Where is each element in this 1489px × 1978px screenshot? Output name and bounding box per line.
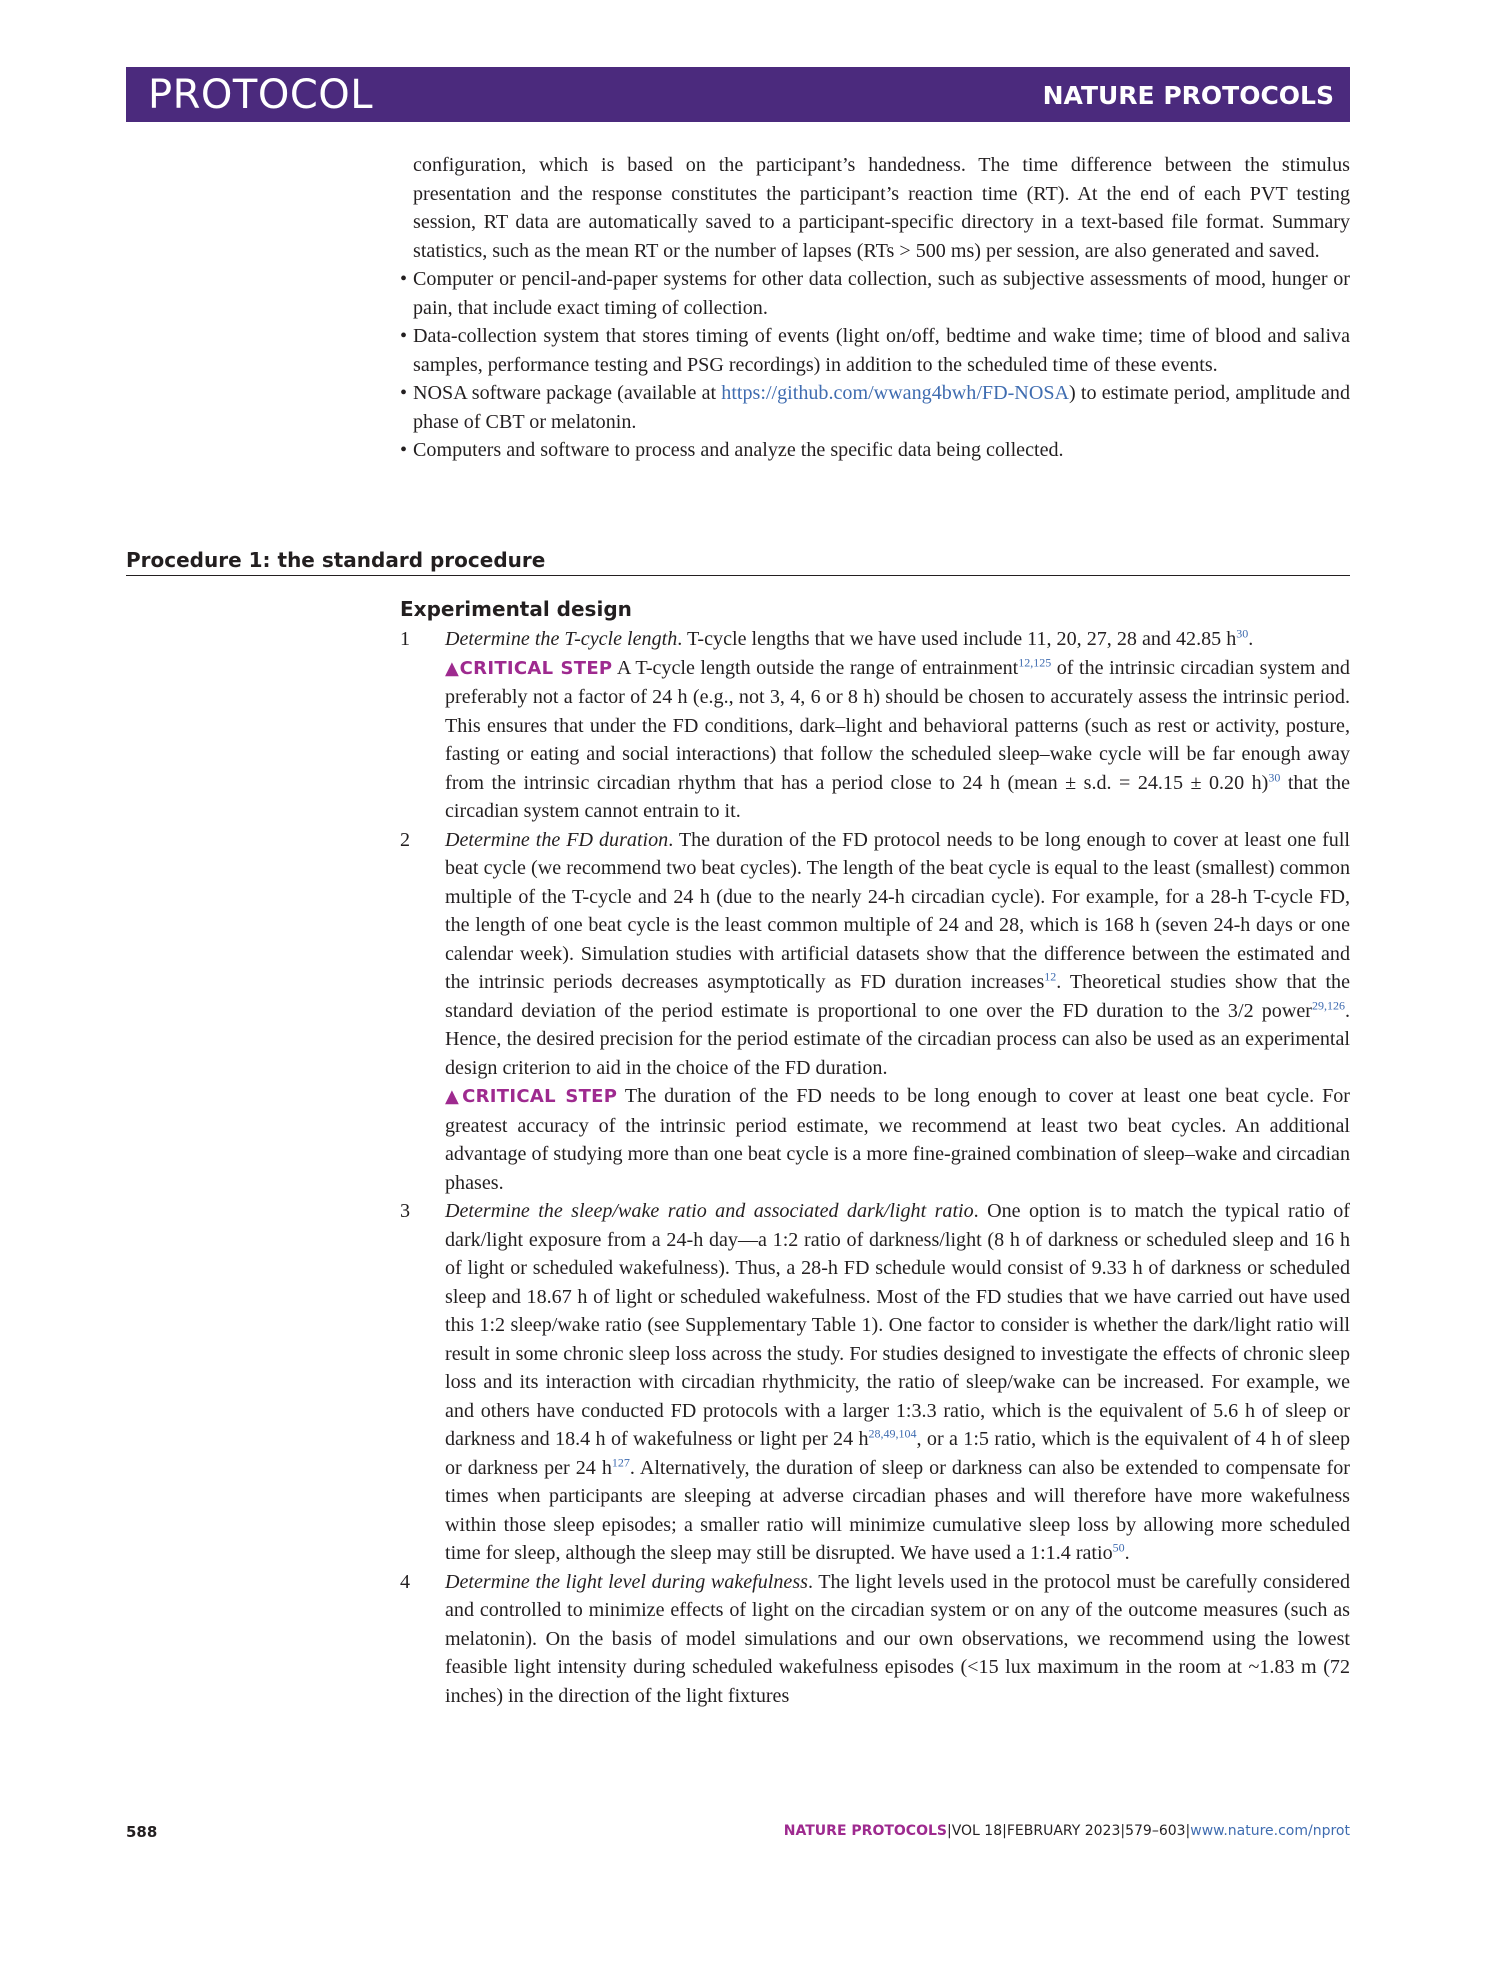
equipment-list <box>400 265 1350 465</box>
critical-step-label: ▲CRITICAL STEP <box>445 657 613 679</box>
step-title: Determine the sleep/wake ratio and associated dark/light ratio <box>445 1200 974 1222</box>
step-number: 4 <box>400 1570 411 1593</box>
step-4: 4 Determine the light level during wakefulness. The light levels used in the protocol must be carefully considered and controlled to minimize effects of light on the circadian system or on any of the outcome measures (such as melatonin). On the basis of model simulations and our own observations, we recommend using the lowest feasible light intensity during scheduled wakefulness episodes (<15 lux maximum in the room at ~1.83 m (72 inches) in the direction of the light fixtures <box>400 1568 1350 1711</box>
footer-date: FEBRUARY 2023 <box>1006 1823 1121 1839</box>
footer-journal: NATURE PROTOCOLS <box>783 1823 947 1839</box>
step-number: 1 <box>400 628 411 650</box>
footer-citation: NATURE PROTOCOLS|VOL 18|FEBRUARY 2023|579–603|www.nature.com/nprot <box>783 1823 1350 1839</box>
footer-url[interactable]: www.nature.com/nprot <box>1190 1823 1350 1839</box>
list-item: • Computers and software to process and analyze the specific data being collected. <box>400 439 1064 461</box>
step-1: 1 Determine the T-cycle length. T-cycle lengths that we have used include 11, 20, 27, 28 and 42.85 $h^{30}$. ▲CRITICAL STEP A T-cycle length outside the range of entrainment$^{12,125}$ of the intrinsic circadian system and preferably not a factor of 24 h (e.g., not 3, 4, 6 or 8 h) should be chosen to accurately assess the intrinsic period. This ensures that under the FD conditions, dark–light and behavioral patterns (such as rest or activity, posture, fasting or eating and social interactions) that follow the scheduled sleep–wake cycle will be far enough away from the intrinsic circadian rhythm that has a period close to 24 h (mean ± s.d. = 24.15 ± 0.20 h)$^{30}$ that the circadian system cannot entrain to it. <box>400 626 1350 822</box>
page-number: 588 <box>126 1823 158 1841</box>
step-title: Determine the FD duration <box>445 828 669 851</box>
reference[interactable]: 12 <box>1044 969 1057 984</box>
step-3: 3 Determine the sleep/wake ratio and associated dark/light ratio. One option is to match the typical ratio of dark/light exposure from a 24-h day—a 1:2 ratio of darkness/light (8 h of darkness or scheduled sleep and 16 h of light or scheduled wakefulness). Thus, a 28-h FD schedule would consist of 9.33 h of darkness or scheduled sleep and 18.67 h of light or scheduled wakefulness. Most of the FD studies that we have carried out have used this 1:2 sleep/wake ratio (see Supplementary Table 1). One factor to consider is whether the dark/light ratio will result in some chronic sleep loss across the study. For studies designed to investigate the effects of chronic sleep loss and its interaction with circadian rhythmicity, the ratio of sleep/wake can be increased. For example, we and others have conducted FD protocols with a larger 1:3.3 ratio, which is the equivalent of 5.6 h of sleep or darkness and 18.4 h of wakefulness or light per 24 $h^{28,49,104}$, or a 1:5 ratio, which is the equivalent of 4 h of sleep or darkness per 24 $h^{127}$. Alternatively, the duration of sleep or darkness can also be extended to compensate for times when participants are sleeping at adverse circadian phases and will therefore have more wakefulness within those sleep episodes; a smaller ratio will minimize cumulative sleep loss by allowing more scheduled time for sleep, although the sleep may still be disrupted. We have used a 1:1.4 ratio$^{50}$. <box>400 1197 1350 1568</box>
critical-step-label: ▲CRITICAL STEP <box>445 1086 618 1107</box>
reference[interactable]: 30 <box>1236 626 1249 641</box>
step-number: 2 <box>400 828 411 851</box>
step-title: Determine the light level during wakefulness <box>445 1570 808 1593</box>
reference[interactable]: 12,125 <box>1018 654 1052 669</box>
reference[interactable]: 50 <box>1112 1540 1125 1555</box>
github-link[interactable]: https://github.com/wwang4bwh/FD-NOSA <box>721 382 1070 404</box>
footer-pages: 579–603 <box>1125 1823 1186 1839</box>
reference[interactable]: 29,126 <box>1311 997 1345 1012</box>
header-bar <box>126 67 1350 122</box>
journal-name: NATURE PROTOCOLS <box>1042 81 1334 110</box>
reference[interactable]: 127 <box>611 1454 630 1469</box>
subheading: Experimental design <box>400 597 632 621</box>
steps-list <box>400 625 1350 1710</box>
reference[interactable]: 28,49,104 <box>868 1426 917 1441</box>
step-number: 3 <box>400 1200 411 1222</box>
list-item: • NOSA software package (available at https://github.com/wwang4bwh/FD-NOSA) to estimate period, amplitude and phase of CBT or melatonin. <box>400 382 1350 433</box>
section-label: PROTOCOL <box>148 72 374 118</box>
step-2: 2 Determine the FD duration. The duration of the FD protocol needs to be long enough to cover at least one full beat cycle (we recommend two beat cycles). The length of the beat cycle is equal to the least (smallest) common multiple of the T-cycle and 24 h (due to the nearly 24-h circadian cycle). For example, for a 28-h T-cycle FD, the length of one beat cycle is the least common multiple of 24 and 28, which is 168 h (seven 24-h days or one calendar week). Simulation studies with artificial datasets show that the difference between the estimated and the intrinsic periods decreases asymptotically as FD duration increases$^{12}$. Theoretical studies show that the standard deviation of the period estimate is proportional to one over the FD duration to the 3/2 power$^{29,126}$. Hence, the desired precision for the period estimate of the circadian process can also be used as an experimental design criterion to aid in the choice of the FD duration. ▲CRITICAL STEP The duration of the FD needs to be long enough to cover at least one beat cycle. For greatest accuracy of the intrinsic period estimate, we recommend at least two beat cycles. An additional advantage of studying more than one beat cycle is a more fine-grained combination of sleep–wake and circadian phases. <box>400 826 1350 1198</box>
list-item: • Data-collection system that stores timing of events (light on/off, bedtime and wake time; time of blood and saliva samples, performance testing and PSG recordings) in addition to the scheduled time of these events. <box>400 325 1350 376</box>
list-item: • Computer or pencil-and-paper systems for other data collection, such as subjective assessments of mood, hunger or pain, that include exact timing of collection. <box>400 268 1350 319</box>
section-heading: Procedure 1: the standard procedure <box>126 548 1350 576</box>
reference[interactable]: 30 <box>1268 769 1281 784</box>
step-title: Determine the T-cycle length <box>445 628 678 650</box>
equipment-block <box>400 151 1350 465</box>
equipment-continuation: configuration, which is based on the participant’s handedness. The time difference between the stimulus presentation and the response constitutes the participant’s reaction time (RT). At the end of each PVT testing session, RT data are automatically saved to a participant-specific directory in a text-based file format. Summary statistics, such as the mean RT or the number of lapses (RTs > 500 ms) per session, are also generated and saved. <box>413 154 1350 262</box>
footer-volume: VOL 18 <box>951 1823 1003 1839</box>
